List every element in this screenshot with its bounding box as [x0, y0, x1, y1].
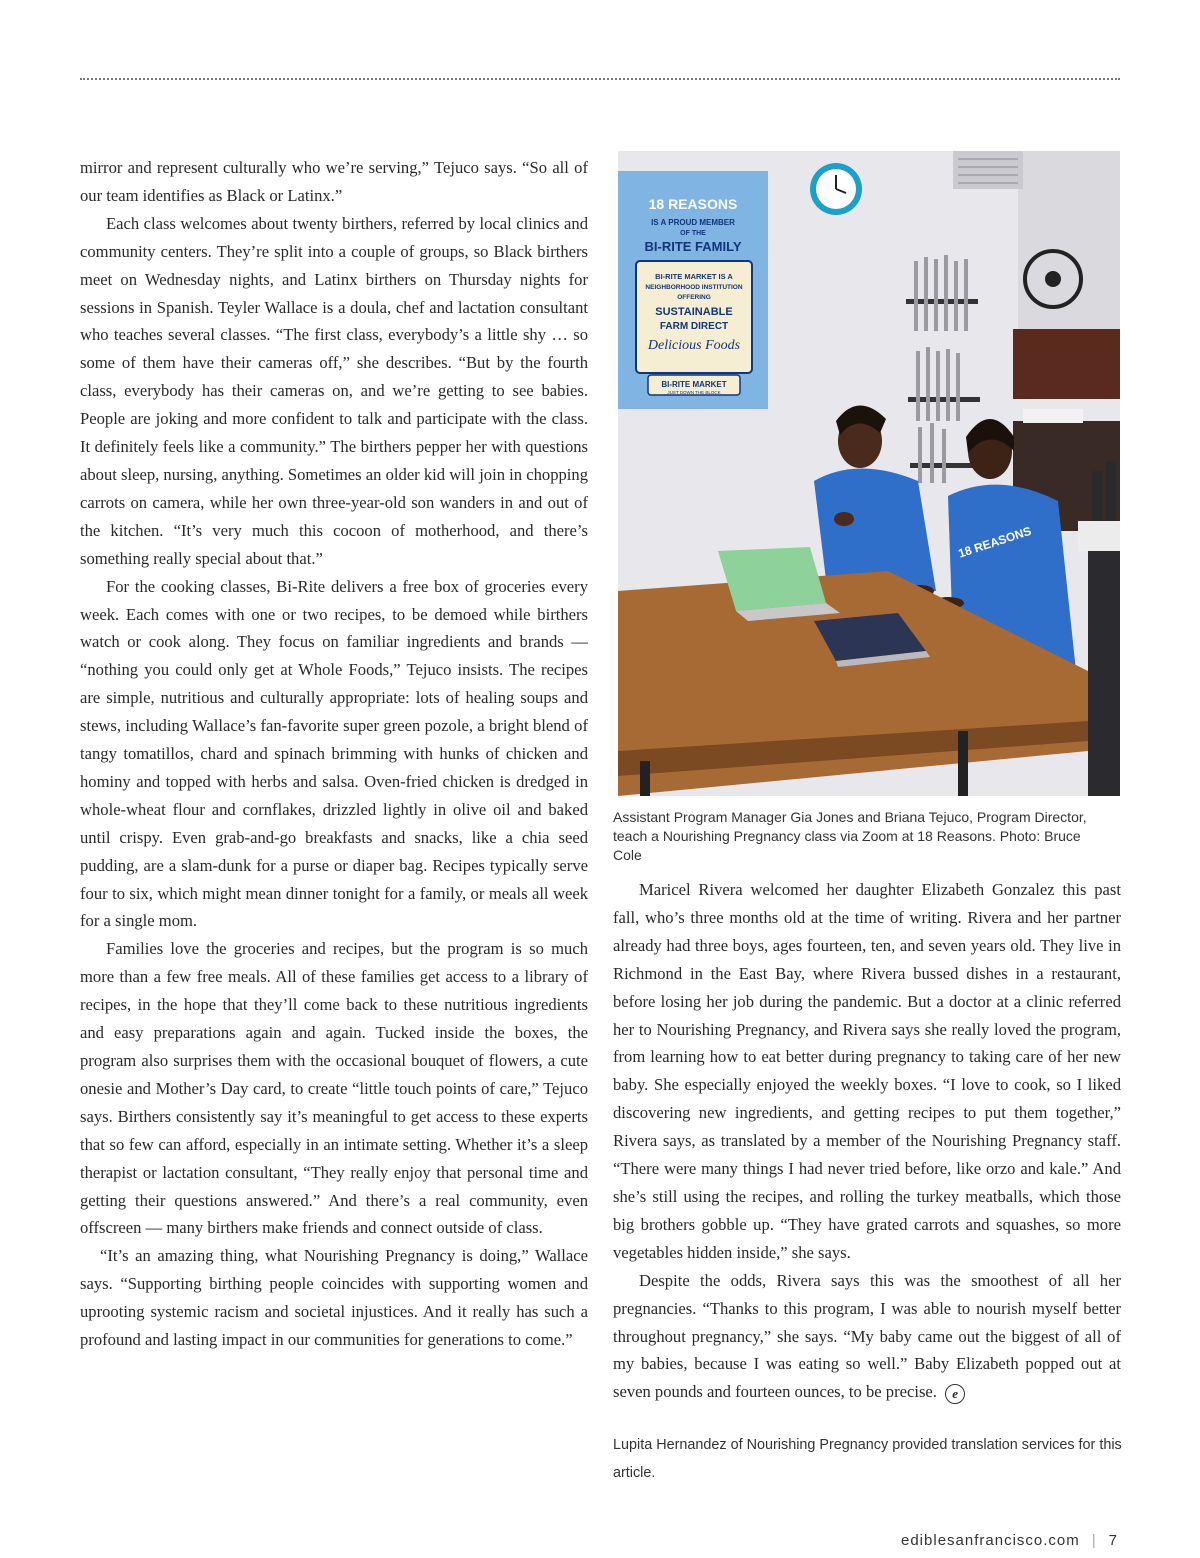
paragraph — [613, 1267, 1121, 1407]
paragraph: Maricel Rivera welcomed her daughter Elizabeth Gonzalez this past fall, who’s three months old at the time of writing. Rivera and her partner already had three boys, ages fourteen, ten, and seven years old. They live in Richmond in the East Bay, where Rivera bussed dishes in a restaurant, before losing her job during the pandemic. But a doctor at a clinic referred her to Nourishing Pregnancy, and Rivera says she really loved the program, from learning how to eat better during pregnancy to taking care of her new baby. She especially enjoyed the weekly boxes. “I love to cook, so I liked discovering new ingredients, and getting recipes to put them together,” Rivera says, as translated by a member of the Nourishing Pregnancy staff. “There were many things I had never tried before, like orzo and kale.” And she’s still using the recipes, and rolling the turkey meatballs, which those big brothers gobble up. “They have grated carrots and squashes, so more vegetables hidden inside,” she says. — [613, 880, 1121, 1262]
article-column-left — [80, 154, 588, 1354]
footer-separator: | — [1091, 1532, 1097, 1549]
svg-text:18 REASONS: 18 REASONS — [648, 196, 738, 212]
bi-rite-sign — [618, 171, 768, 409]
svg-text:BI-RITE MARKET: BI-RITE MARKET — [661, 380, 727, 389]
svg-text:FARM DIRECT: FARM DIRECT — [659, 321, 729, 332]
paragraph: For the cooking classes, Bi-Rite delivers a free box of groceries every week. Each comes with one or two recipes, to be demoed while birthers watch or cook along. They focus on familiar ingredients and brands — “nothing you could only get at Whole Foods,” Tejuco insists. The recipes are simple, nutritious and culturally appropriate: lots of healing soups and stews, including Wallace’s fan-favorite super green pozole, a bright blend of tangy tomatillos, chard and spinach brimming with hunks of chicken and hominy and topped with herbs and salsa. Oven-fried chicken is dredged in whole-wheat flour and cornflakes, drizzled lightly in olive oil and baked until crispy. Even grab-and-go breakfasts and snacks, like a chia seed pudding, are a slam-dunk for a purse or diaper bag. Recipes typically serve four to six, which might mean dinner tonight for a family, or meals all week for a single mom. — [80, 576, 588, 931]
header-dotted-rule — [80, 78, 1120, 80]
svg-text:SUSTAINABLE: SUSTAINABLE — [655, 306, 733, 318]
paragraph: Each class welcomes about twenty birthers, referred by local clinics and community centers. They’re split into a couple of groups, so Black birthers meet on Wednesday nights, and Latinx birthers on Thursday nights for sessions in Spanish. Teyler Wallace is a doula, chef and lactation consultant who teaches several classes. “The first class, everybody’s a little shy … so some of them have their cameras off,” she describes. “But by the fourth class, everybody has their cameras on, and we’re getting to see babies. People are joking and more confident to talk and participate with the class. It definitely feels like a community.” The birthers pepper her with questions about sleep, nursing, anything. Sometimes an older kid will join in chopping carrots on camera, while her own three-year-old son wanders in and out of the kitchen. “It’s very much this cocoon of motherhood, and there’s something really special about that.” — [80, 213, 588, 568]
svg-text:OFFERING: OFFERING — [677, 294, 711, 301]
paragraph-text: Despite the odds, Rivera says this was the smoothest of all her pregnancies. “Thanks to this program, I was able to nourish myself better throughout pregnancy,” she says. “My baby came out the biggest of all of my babies, because I was eating so well.” Baby Elizabeth popped out at seven pounds and fourteen ounces, to be precise. — [613, 1270, 1121, 1402]
translation-credit: Lupita Hernandez of Nourishing Pregnancy provided translation services for this article. — [613, 1437, 1122, 1481]
svg-text:OF THE: OF THE — [680, 230, 706, 237]
svg-text:BI-RITE MARKET IS A: BI-RITE MARKET IS A — [655, 272, 733, 281]
wall-clock-icon — [810, 163, 862, 215]
paragraph: mirror and represent culturally who we’re serving,” Tejuco says. “So all of our team identifies as Black or Latinx.” — [80, 158, 588, 205]
photo-caption: Assistant Program Manager Gia Jones and Briana Tejuco, Program Director, teach a Nourishing Pregnancy class via Zoom at 18 Reasons. Photo: Bruce Cole — [613, 809, 1087, 863]
article-column-right — [613, 876, 1121, 1406]
svg-text:18 REASONS: 18 REASONS — [956, 523, 1034, 561]
end-mark-icon: e — [945, 1384, 965, 1404]
paragraph: “It’s an amazing thing, what Nourishing Pregnancy is doing,” Wallace says. “Supporting birthing people coincides with supporting women and uprooting systemic racism and societal injustices. And it really has such a profound and lasting impact in our communities for generations to come.” — [80, 1246, 588, 1350]
article-photo — [618, 151, 1120, 796]
page-footer — [901, 1532, 1118, 1549]
page-number: 7 — [1108, 1532, 1118, 1549]
site-url: ediblesanfrancisco.com — [901, 1532, 1080, 1549]
svg-text:BI-RITE FAMILY: BI-RITE FAMILY — [644, 239, 742, 254]
svg-text:IS A PROUD MEMBER: IS A PROUD MEMBER — [651, 218, 735, 227]
svg-text:NEIGHBORHOOD INSTITUTION: NEIGHBORHOOD INSTITUTION — [645, 284, 743, 291]
paragraph: Families love the groceries and recipes, but the program is so much more than a few free meals. All of these families get access to a library of recipes, in the hope that they’ll come back to these nutritious ingredients and easy preparations again and again. Tucked inside the boxes, the program also surprises them with the occasional bouquet of flowers, a cute onesie and Mother’s Day card, to create “little touch points of care,” Tejuco says. Birthers consistently say it’s meaningful to get access to these experts that so few can afford, especially in an intimate setting. Whether it’s a sleep therapist or lactation consultant, “They really enjoy that personal time and getting their questions answered.” And there’s a real community, even offscreen — many birthers make friends and connect outside of class. — [80, 939, 588, 1238]
svg-text:Delicious Foods: Delicious Foods — [647, 338, 741, 353]
svg-text:JUST DOWN THE BLOCK: JUST DOWN THE BLOCK — [667, 390, 721, 395]
